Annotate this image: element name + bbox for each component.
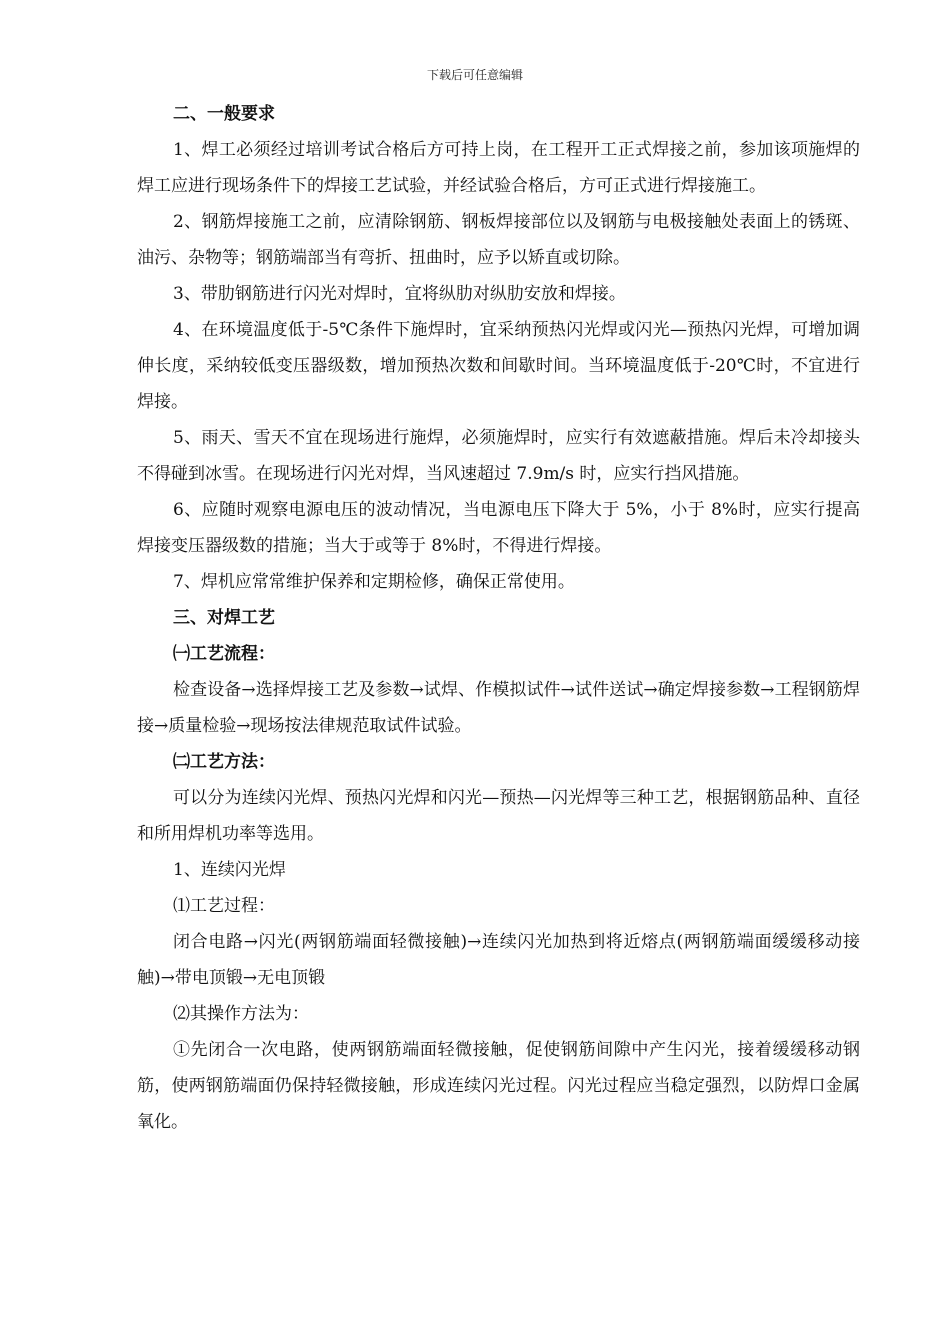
subheading-process-flow: ㈠工艺流程：: [173, 644, 275, 664]
paragraph-process-steps: 闭合电路→闪光(两钢筋端面轻微接触)→连续闪光加热到将近熔点(两钢筋端面缓缓移动接触)→带电顶锻→无电顶锻: [137, 932, 860, 988]
paragraph-operation-step-1: ①先闭合一次电路，使两钢筋端面轻微接触，促使钢筋间隙中产生闪光，接着缓缓移动钢筋，使两钢筋端面仍保持轻微接触，形成连续闪光过程。闪光过程应当稳定强烈，以防焊口金属氧化。: [137, 1040, 860, 1132]
section-heading-general-requirements: 二、一般要求: [173, 104, 275, 124]
section-heading-butt-welding: 三、对焊工艺: [173, 608, 275, 628]
paragraph-process-label: ⑴工艺过程：: [173, 896, 275, 916]
subheading-process-method: ㈡工艺方法：: [173, 752, 275, 772]
paragraph-process-method: 可以分为连续闪光焊、预热闪光焊和闪光—预热—闪光焊等三种工艺，根据钢筋品种、直径和所用焊机功率等选用。: [137, 788, 860, 844]
header-note: 下载后可任意编辑: [426, 68, 523, 82]
paragraph-process-flow: 检查设备→选择焊接工艺及参数→试焊、作模拟试件→试件送试→确定焊接参数→工程钢筋焊接→质量检验→现场按法律规范取试件试验。: [137, 680, 860, 736]
paragraph-item-2: 2、钢筋焊接施工之前，应清除钢筋、钢板焊接部位以及钢筋与电极接触处表面上的锈斑、油污、杂物等；钢筋端部当有弯折、扭曲时，应予以矫直或切除。: [137, 212, 860, 268]
paragraph-item-1: 1、焊工必须经过培训考试合格后方可持上岗，在工程开工正式焊接之前，参加该项施焊的焊工应进行现场条件下的焊接工艺试验，并经试验合格后，方可正式进行焊接施工。: [137, 140, 860, 196]
paragraph-operation-label: ⑵其操作方法为：: [173, 1004, 309, 1024]
paragraph-item-6: 6、应随时观察电源电压的波动情况，当电源电压下降大于 5%，小于 8%时，应实行提高焊接变压器级数的措施；当大于或等于 8%时，不得进行焊接。: [137, 500, 860, 556]
paragraph-item-4: 4、在环境温度低于-5℃条件下施焊时，宜采纳预热闪光焊或闪光—预热闪光焊，可增加调伸长度，采纳较低变压器级数，增加预热次数和间歇时间。当环境温度低于-20℃时，不宜进行焊接。: [137, 320, 860, 412]
paragraph-item-5: 5、雨天、雪天不宜在现场进行施焊，必须施焊时，应实行有效遮蔽措施。焊后未冷却接头不得碰到冰雪。在现场进行闪光对焊，当风速超过 7.9m/s 时，应实行挡风措施。: [137, 428, 860, 484]
paragraph-item-7: 7、焊机应常常维护保养和定期检修，确保正常使用。: [173, 572, 575, 592]
document-body: [137, 96, 860, 1140]
paragraph-item-3: 3、带肋钢筋进行闪光对焊时，宜将纵肋对纵肋安放和焊接。: [173, 284, 626, 304]
paragraph-continuous-flash-title: 1、连续闪光焊: [173, 860, 286, 880]
